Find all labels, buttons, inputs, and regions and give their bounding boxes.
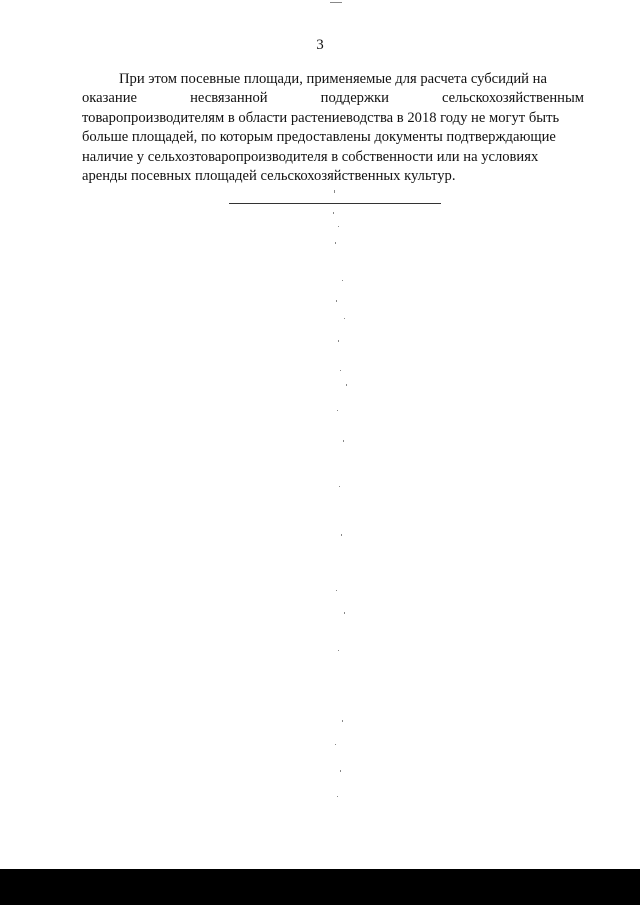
body-paragraph	[82, 70, 584, 186]
separator-line	[229, 203, 441, 204]
paragraph-line-justified	[82, 89, 584, 108]
word: несвязанной	[190, 90, 268, 107]
paragraph-line: больше площадей, по которым предоставлены документы подтверждающие	[82, 129, 556, 146]
word: оказание	[82, 90, 137, 107]
word: поддержки	[320, 90, 389, 107]
paragraph-line: аренды посевных площадей сельскохозяйственных культур.	[82, 168, 456, 185]
word: сельскохозяйственным	[442, 90, 584, 107]
scanner-border	[0, 869, 640, 905]
paragraph-line: товаропроизводителям в области растениеводства в 2018 году не могут быть	[82, 109, 560, 126]
paragraph-line: наличие у сельхозтоваропроизводителя в собственности или на условиях	[82, 148, 539, 165]
page-number: 3	[316, 37, 324, 53]
paragraph-line: При этом посевные площади, применяемые для расчета субсидий на	[119, 71, 547, 87]
